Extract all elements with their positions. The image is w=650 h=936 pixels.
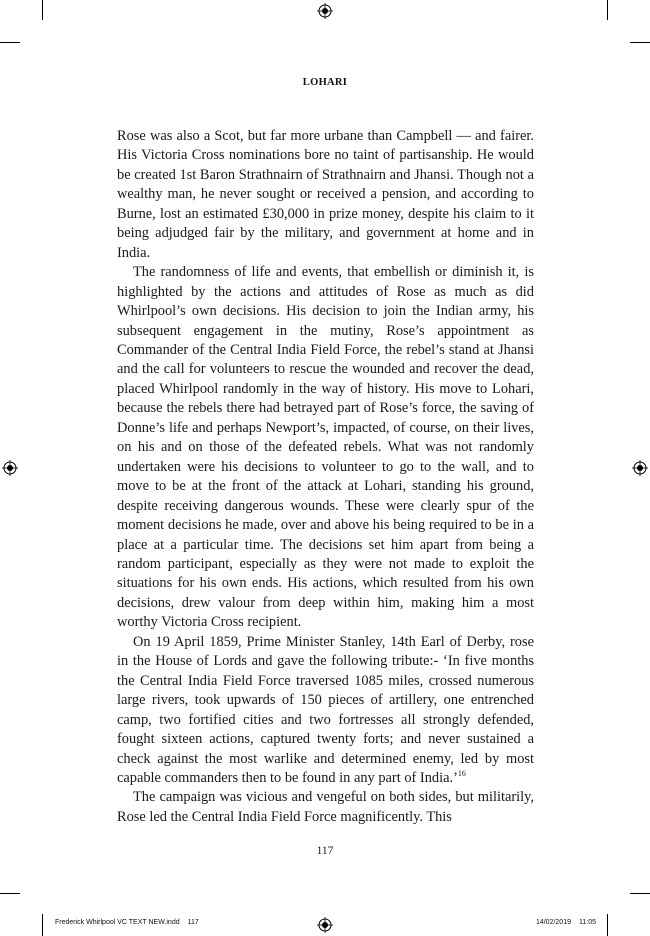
crop-mark-top-right-vertical [607,0,608,20]
registration-mark-icon [317,3,333,19]
paragraph [117,633,534,789]
slug-filename: Frederick Whirlpool VC TEXT NEW.indd [55,919,180,926]
paragraph: The campaign was vicious and vengeful on both sides, but militarily, Rose led the Central India Field Force magnificently. This [117,789,534,825]
crop-mark-top-right-horizontal [630,42,650,43]
crop-mark-bottom-right-horizontal [630,893,650,894]
paragraph: Rose was also a Scot, but far more urbane than Campbell — and fairer. His Victoria Cross nominations bore no taint of partisanship. He would be created 1st Baron Strathnairn of Strathnairn and Jhansi. Though not a wealthy man, he never sought or received a pension, and according to Burne, lost an estimated £30,000 in prize money, despite his claim to it being adjudged fair by the military, and government at home and in India. [117,128,534,261]
crop-mark-bottom-right-vertical [607,914,608,936]
slug-timestamp [536,919,596,926]
crop-mark-bottom-left-horizontal [0,893,20,894]
registration-mark-icon [632,460,648,476]
registration-mark-icon [2,460,18,476]
slug-file-info [55,919,199,926]
footnote-reference[interactable]: 16 [457,768,466,778]
crop-mark-top-left-horizontal [0,42,20,43]
crop-mark-top-left-vertical [42,0,43,20]
body-text [117,127,534,827]
paragraph: The randomness of life and events, that embellish or diminish it, is highlighted by the actions and attitudes of Rose as much as did Whirlpool’s own decisions. His decision to join the Indian army, his subsequent engagement in the mutiny, Rose’s appointment as Commander of the Central India Field Force, the rebel’s stand at Jhansi and the call for volunteers to rescue the wounded and recover the dead, placed Whirlpool randomly in the way of history. His move to Lohari, because the rebels there had betrayed part of Rose’s force, the saving of Donne’s life and perhaps Newport’s, impacted, of course, on their lives, on his and on those of the defeated rebels. What was not randomly undertaken were his decisions to volunteer to go to the wall, and to move to be at the front of the attack at Lohari, standing his ground, despite receiving dangerous wounds. These were clearly spur of the moment decisions he made, over and above his being required to be in a place at a particular time. The decisions set him apart from being a random participant, especially as they were not made to exploit the situations for his own ends. His actions, which resulted from his own decisions, drew valour from deep within him, making him a most worthy Victoria Cross recipient. [117,264,534,631]
registration-mark-icon [317,917,333,933]
paragraph-text: On 19 April 1859, Prime Minister Stanley, 14th Earl of Derby, rose in the House of Lords and gave the following tribute:- ‘In five months the Central India Field Force traversed 1085 miles, crossed numerous large rivers, took upwards of 150 pieces of artillery, one entrenched camp, two fortified cities and two fortresses all strongly defended, fought sixteen actions, captured twenty forts; and never sustained a check against the most warlike and determined enemy, led by most capable commanders then to be found in any part of India.’ [117,633,534,786]
slug-page: 117 [187,919,199,926]
slug-time: 11:05 [579,919,596,926]
crop-mark-bottom-left-vertical [42,914,43,936]
running-header: LOHARI [302,77,348,88]
slug-date: 14/02/2019 [535,919,571,926]
page-number: 117 [316,845,334,857]
